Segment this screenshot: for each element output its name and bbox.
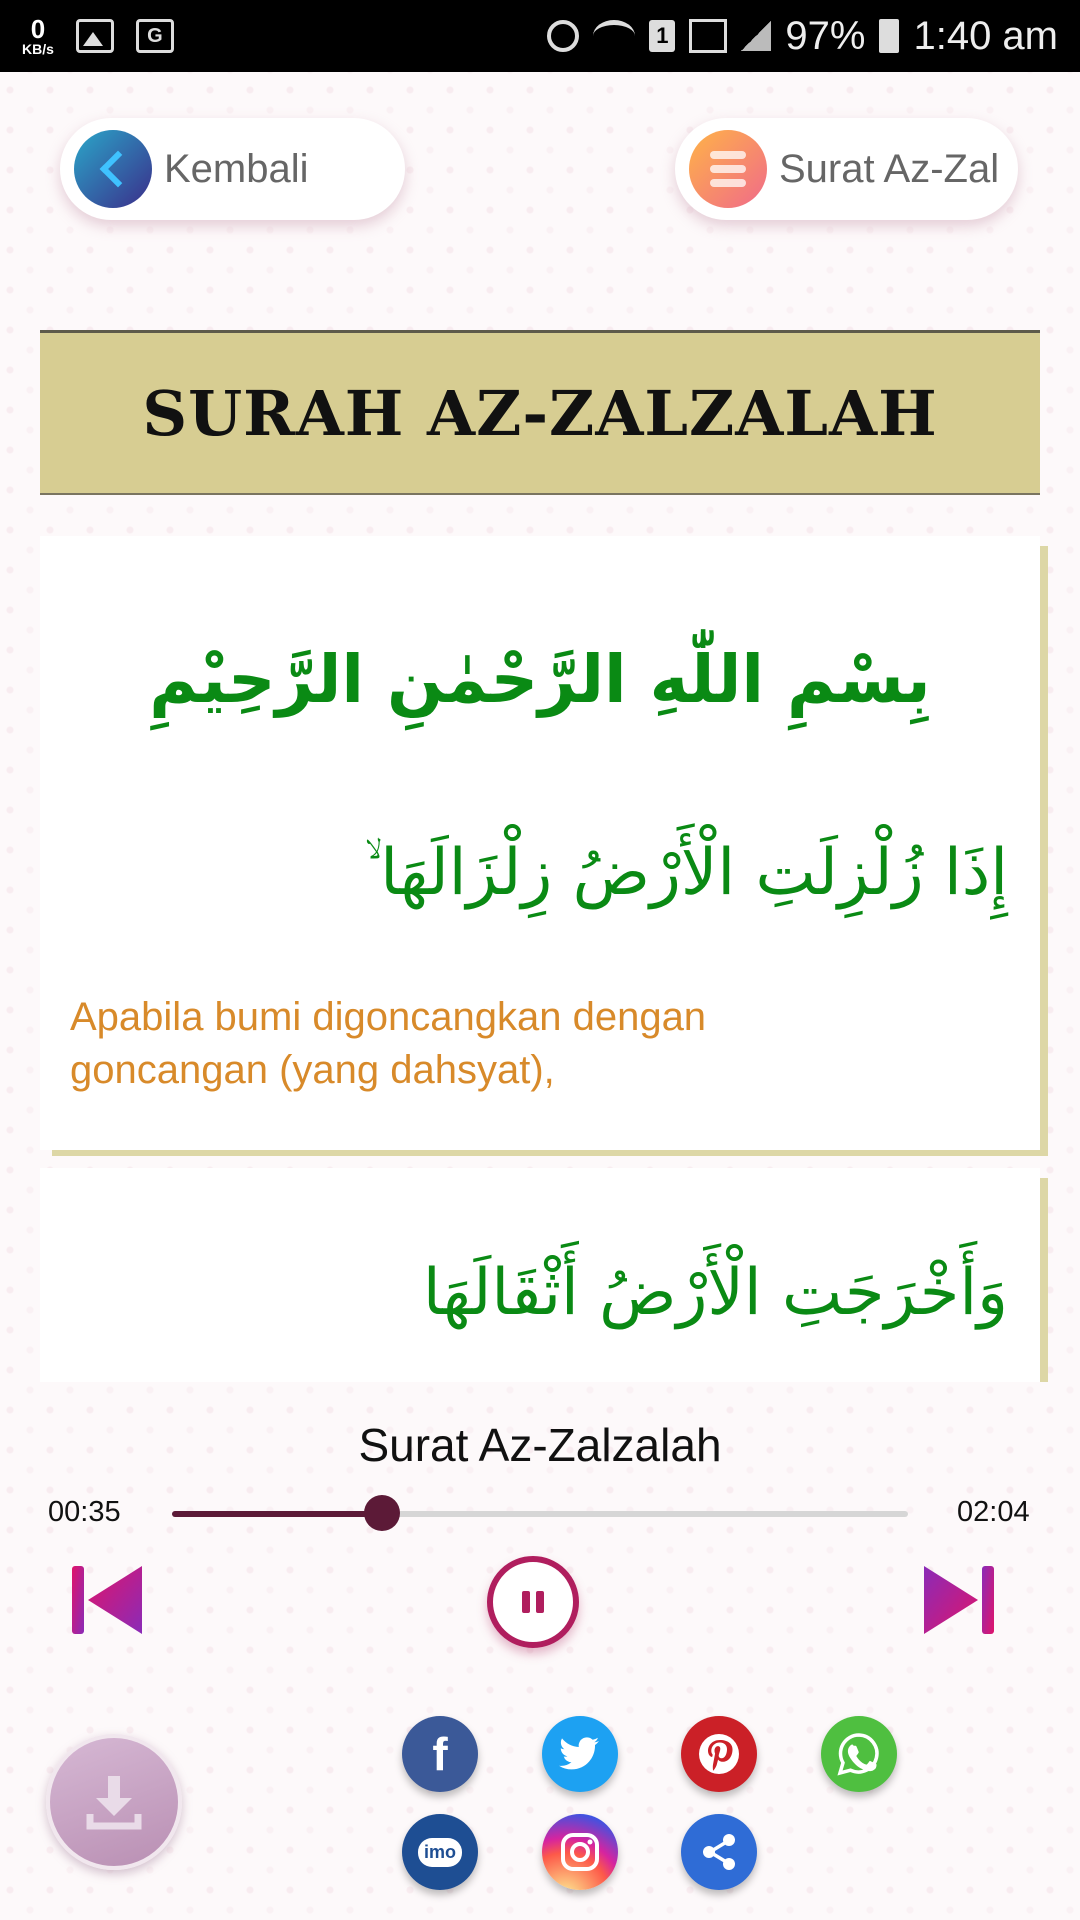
basmala-text: بِسْمِ اللّٰهِ الرَّحْمٰنِ الرَّحِيْمِ [149,641,931,718]
pinterest-icon [697,1732,741,1776]
verse-arabic: وَأَخْرَجَتِ الْأَرْضُ أَثْقَالَهَا [422,1256,1008,1330]
facebook-share-button[interactable] [402,1716,478,1792]
verse-list[interactable] [0,520,1080,1382]
clock: 1:40 am [913,13,1058,58]
download-button[interactable] [46,1734,182,1870]
chevron-left-icon [74,130,152,208]
verse-card [40,1168,1040,1382]
status-bar [0,0,1080,72]
network-speed-value: 0 [30,14,46,44]
battery-percent: 97% [785,13,866,58]
verse-translation: Apabila bumi digoncangkan dengan goncangan (yang dahsyat), [70,995,707,1092]
surah-title-banner [40,330,1040,495]
seek-bar-progress [172,1511,382,1517]
share-button[interactable] [681,1814,757,1890]
next-button[interactable] [918,1560,998,1640]
verse-card [40,536,1040,1150]
seek-bar[interactable] [172,1511,908,1517]
network-speed-unit: KB/s [22,41,54,57]
download-icon [82,1770,146,1834]
total-time: 02:04 [957,1496,1030,1528]
back-button[interactable] [60,118,405,220]
verse-arabic: إِذَا زُلْزِلَتِ الْأَرْضُ زِلْزَالَهَا ۙ [364,836,1008,910]
surah-menu-label: Surat Az-Zal [779,146,1000,191]
back-button-label: Kembali [164,146,309,191]
whatsapp-share-button[interactable] [821,1716,897,1792]
twitter-share-button[interactable] [542,1716,618,1792]
network-speed [22,16,54,56]
alarm-icon [547,20,579,52]
share-icon [698,1831,740,1873]
pause-button[interactable] [487,1556,579,1648]
wifi-icon [593,20,635,52]
imo-share-button[interactable] [402,1814,478,1890]
player-track-title: Surat Az-Zalzalah [358,1419,722,1471]
menu-icon [689,130,767,208]
twitter-icon [559,1736,601,1772]
surah-menu-button[interactable] [675,118,1018,220]
signal-secondary-icon [741,21,771,51]
skip-previous-icon [68,1560,148,1640]
current-time: 00:35 [48,1496,121,1528]
pinterest-share-button[interactable] [681,1716,757,1792]
battery-icon [879,19,899,53]
sim-slot-badge: 1 [649,20,675,52]
translate-notification-icon: G [136,19,174,53]
instagram-share-button[interactable] [542,1814,618,1890]
previous-button[interactable] [68,1560,148,1640]
skip-next-icon [918,1560,998,1640]
imo-icon: imo [418,1838,462,1867]
facebook-icon: f [432,1728,448,1780]
pause-icon [522,1591,530,1613]
signal-icon [689,19,727,53]
gallery-notification-icon [76,19,114,53]
whatsapp-icon [836,1731,882,1777]
instagram-icon [559,1831,601,1873]
surah-title: SURAH AZ-ZALZALAH [142,376,938,450]
seek-bar-thumb[interactable] [364,1495,400,1531]
